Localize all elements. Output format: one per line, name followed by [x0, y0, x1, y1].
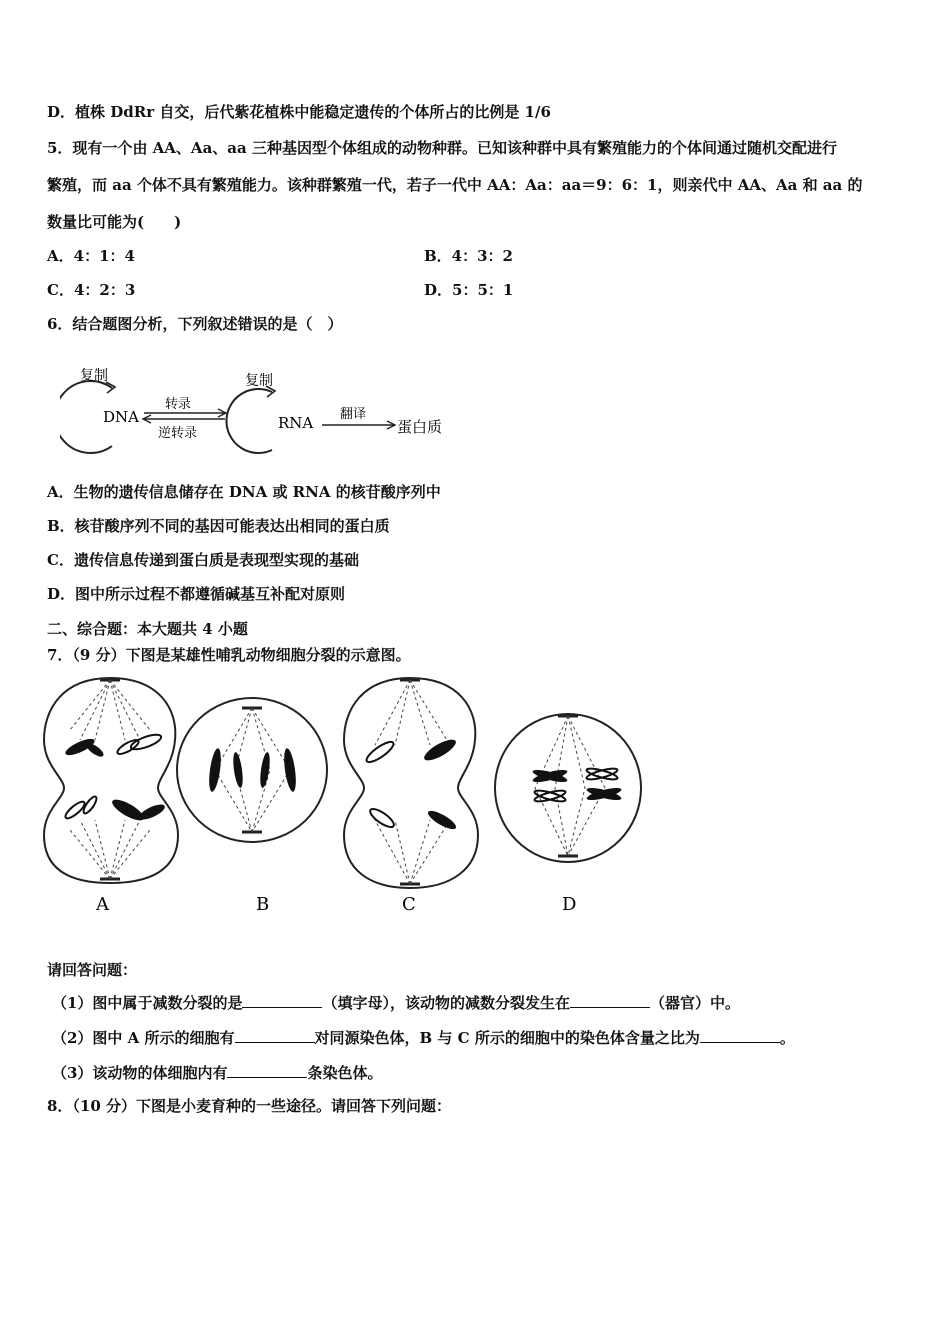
cell-c	[344, 678, 478, 888]
q5-option-row1	[47, 247, 513, 265]
q8-stem: 8．（10 分）下图是小麦育种的一些途径。请回答下列问题：	[47, 1097, 452, 1115]
q6-option-a[interactable]: A．生物的遗传信息储存在 DNA 或 RNA 的核苷酸序列中	[47, 483, 441, 501]
q7-sub3-text-a: （3）该动物的体细胞内有	[52, 1064, 228, 1082]
q5-option-a[interactable]: A．4：1：4	[47, 247, 135, 265]
q7-prompt: 请回答问题：	[47, 961, 138, 979]
q5-stem-line2: 繁殖，而 aa 个体不具有繁殖能力。该种群繁殖一代，若子一代中 AA：Aa：aa＝9：6：1，则亲代中 AA、Aa 和 aa 的	[47, 176, 863, 194]
q7-sub2-text-c: 。	[779, 1029, 795, 1047]
cell-c-label: C	[402, 894, 416, 915]
cell-division-figure	[40, 670, 650, 920]
q4-option-d: D．植株 DdRr 自交，后代紫花植株中能稳定遗传的个体所占的比例是 1/6	[47, 103, 551, 121]
replicate-right-label: 复制	[245, 373, 273, 389]
q7-sub1-text-a: （1）图中属于减数分裂的是	[52, 994, 243, 1012]
q7-sub1-blank2[interactable]	[570, 993, 650, 1008]
q7-sub2-blank2[interactable]	[700, 1028, 780, 1043]
reverse-transcription-label: 逆转录	[158, 426, 198, 441]
cell-a	[44, 678, 178, 883]
dna-label: DNA	[103, 408, 139, 426]
cell-d-label: D	[562, 894, 577, 915]
q7-sub1-blank1[interactable]	[242, 993, 322, 1008]
q7-sub2	[52, 1028, 795, 1047]
q6-option-d[interactable]: D．图中所示过程不都遵循碱基互补配对原则	[47, 585, 346, 603]
replicate-left-label: 复制	[80, 368, 108, 384]
section-heading: 二、综合题：本大题共 4 小题	[47, 620, 248, 638]
q5-stem-line3: 数量比可能为( )	[47, 213, 182, 231]
rna-label: RNA	[278, 414, 314, 432]
q7-sub3-blank1[interactable]	[227, 1063, 307, 1078]
q7-sub1-text-c: （器官）中。	[649, 994, 740, 1012]
q5-option-c[interactable]: C．4：2：3	[47, 281, 136, 299]
q5-option-d[interactable]: D．5：5：1	[424, 281, 514, 299]
central-dogma-figure	[60, 360, 460, 455]
cell-b	[177, 698, 327, 842]
q7-sub3	[52, 1063, 382, 1082]
q7-sub2-text-a: （2）图中 A 所示的细胞有	[52, 1029, 235, 1047]
cell-b-label: B	[256, 894, 270, 915]
cell-d	[495, 714, 641, 862]
q7-sub1	[52, 993, 740, 1012]
q7-stem: 7．（9 分）下图是某雄性哺乳动物细胞分裂的示意图。	[47, 646, 411, 664]
cell-a-label: A	[96, 894, 109, 915]
q6-stem: 6．结合题图分析，下列叙述错误的是（ ）	[47, 315, 343, 333]
q7-sub3-text-b: 条染色体。	[307, 1064, 383, 1082]
q7-sub1-text-b: （填字母），该动物的减数分裂发生在	[322, 994, 570, 1012]
protein-label: 蛋白质	[397, 418, 443, 436]
q5-stem-line1: 5．现有一个由 AA、Aa、aa 三种基因型个体组成的动物种群。已知该种群中具有繁殖能力的个体间通过随机交配进行	[47, 139, 837, 157]
q5-option-row2	[47, 281, 514, 299]
translation-label: 翻译	[340, 407, 367, 422]
q6-option-b[interactable]: B．核苷酸序列不同的基因可能表达出相同的蛋白质	[47, 517, 390, 535]
q7-sub2-text-b: 对同源染色体，B 与 C 所示的细胞中的染色体含量之比为	[314, 1029, 700, 1047]
q5-option-b[interactable]: B．4：3：2	[424, 247, 513, 265]
q6-option-c[interactable]: C．遗传信息传递到蛋白质是表现型实现的基础	[47, 551, 359, 569]
transcription-label: 转录	[165, 397, 192, 412]
rna-replication-loop	[226, 389, 272, 453]
q7-sub2-blank1[interactable]	[235, 1028, 315, 1043]
